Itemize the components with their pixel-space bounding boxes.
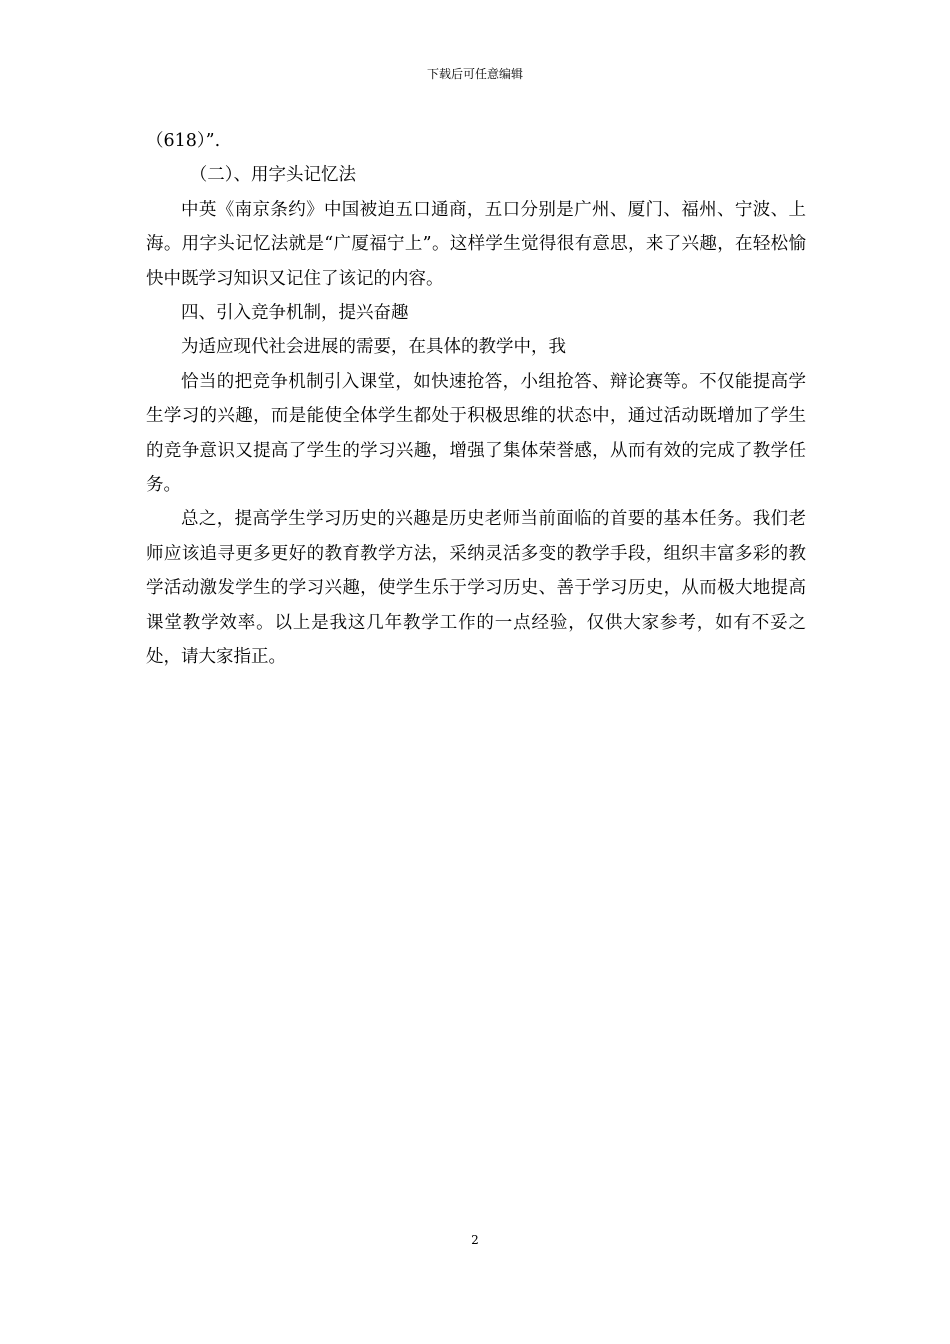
paragraph-nanjing-treaty: 中英《南京条约》中国被迫五口通商，五口分别是广州、厦门、福州、宁波、上海。用字头记忆法就是“广厦福宁上”。这样学生觉得很有意思，来了兴趣，在轻松愉快中既学习知识又记住了该记的内容。 (146, 199, 806, 289)
section-heading-acronym-method: （二）、用字头记忆法 (189, 165, 356, 186)
paragraph-conclusion: 总之，提高学生学习历史的兴趣是历史老师当前面临的首要的基本任务。我们老师应该追寻更多更好的教育教学方法，采纳灵活多变的教学手段，组织丰富多彩的教学活动激发学生的学习兴趣，使学生乐于学习历史、善于学习历史，从而极大地提高课堂教学效率。以上是我这几年教学工作的一点经验，仅供大家参考，如有不妥之处，请大家指正。 (146, 509, 806, 668)
paragraph-competition-intro: 为适应现代社会进展的需要，在具体的教学中，我 (181, 337, 566, 358)
document-body (146, 124, 806, 675)
section-heading-competition: 四、引入竞争机制，提兴奋趣 (181, 303, 409, 324)
paragraph-continuation: （618）”. (146, 131, 221, 151)
page-number: 2 (471, 1233, 479, 1247)
paragraph-competition-body: 恰当的把竞争机制引入课堂，如快速抢答，小组抢答、辩论赛等。不仅能提高学生学习的兴趣，而是能使全体学生都处于积极思维的状态中，通过活动既增加了学生的竞争意识又提高了学生的学习兴趣，增强了集体荣誉感，从而有效的完成了教学任务。 (146, 371, 806, 496)
page-header: 下载后可任意编辑 (426, 67, 523, 81)
